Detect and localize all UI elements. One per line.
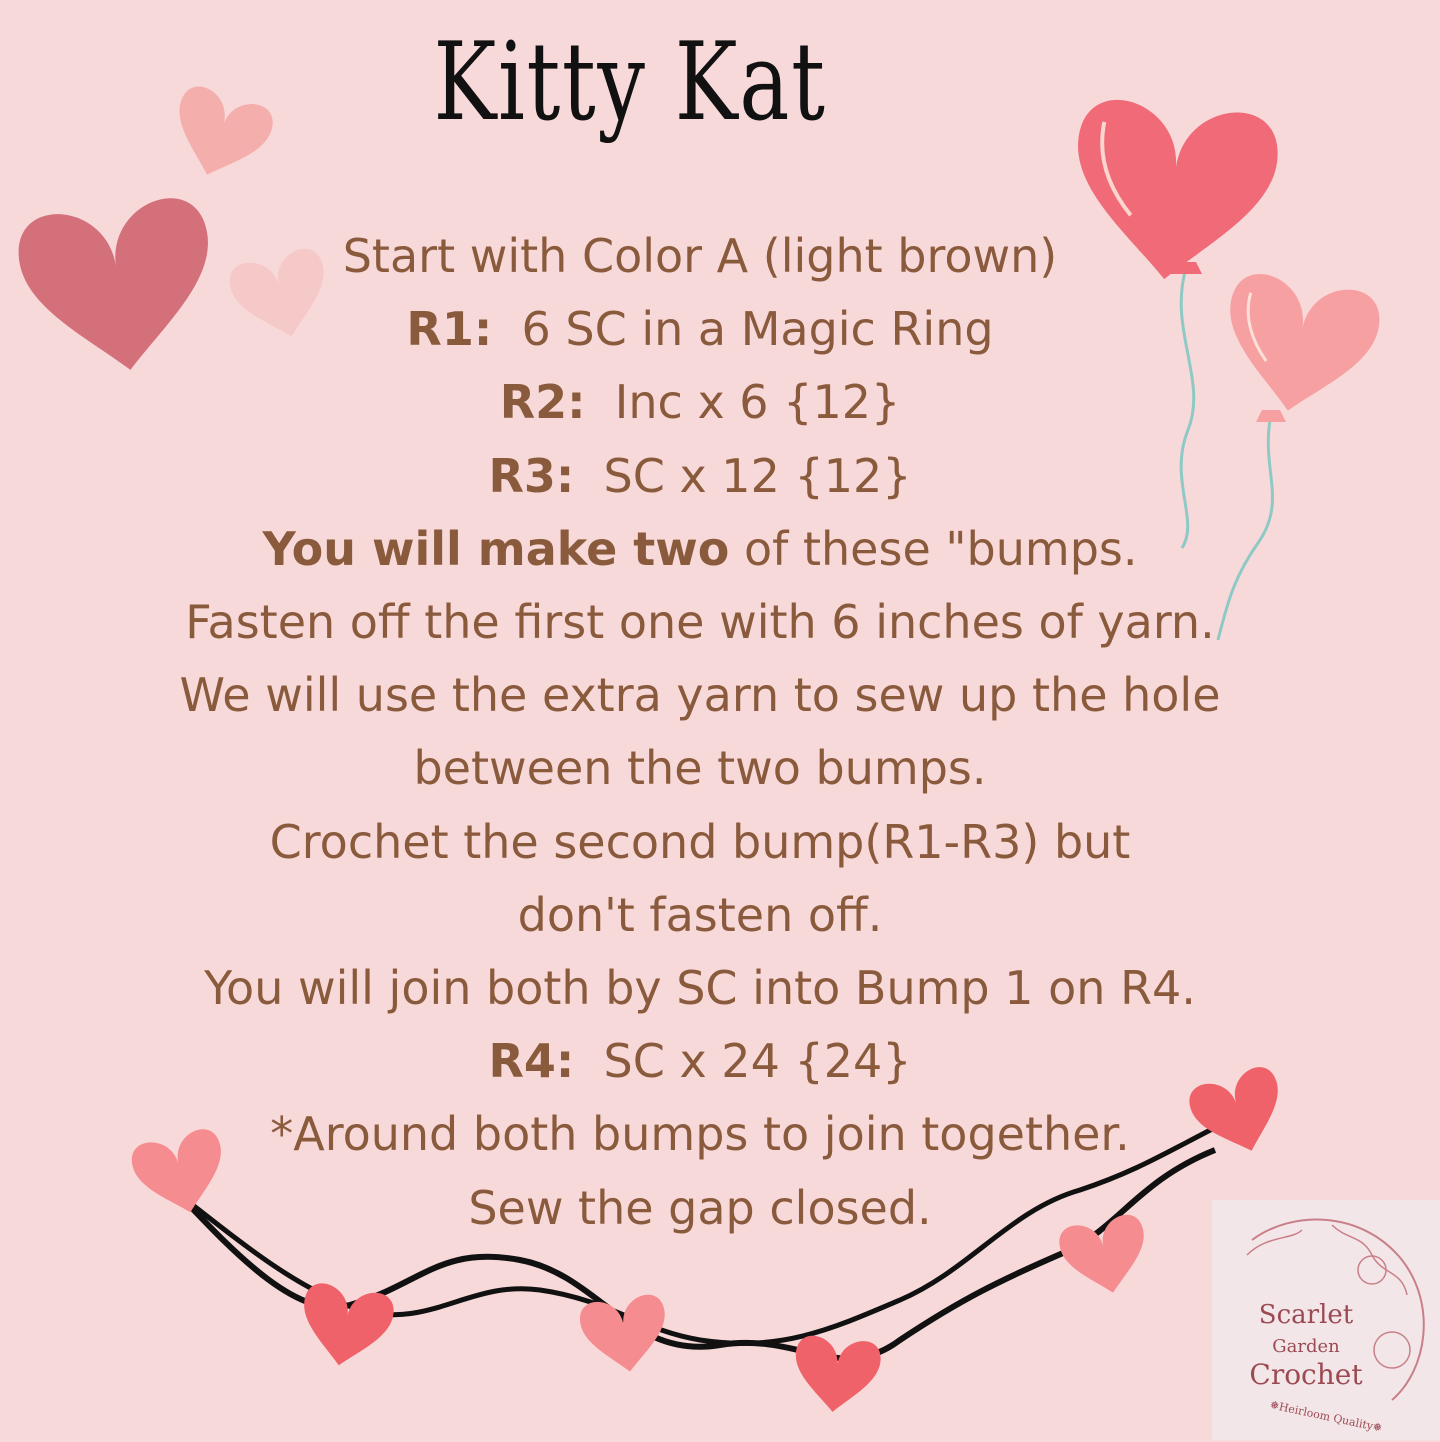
logo-line-1: Scarlet [1258,1300,1354,1330]
instruction-text: Sew the gap closed. [468,1180,932,1235]
instruction-bold: R2: [499,375,586,430]
instruction-line [60,659,1340,732]
instruction-text: *Around both bumps to join together. [270,1107,1130,1162]
instruction-line [60,879,1340,952]
brand-logo [1212,1200,1440,1440]
pattern-instructions [60,220,1340,1245]
instruction-text: Fasten off the first one with 6 inches of yarn. [185,595,1215,650]
instruction-text: SC x 12 {12} [574,448,912,503]
heart-icon [790,1334,882,1416]
instruction-line [60,293,1340,366]
instruction-line [60,1172,1340,1245]
instruction-text: You will join both by SC into Bump 1 on R4. [204,961,1196,1016]
instruction-text: Crochet the second bump(R1-R3) but [269,814,1131,869]
instruction-text: Inc x 6 {12} [585,375,901,430]
instruction-bold: You will make two [262,521,730,576]
instruction-line [60,220,1340,293]
instruction-line [60,732,1340,805]
instruction-text: SC x 24 {24} [574,1034,912,1089]
instruction-bold: R4: [488,1034,575,1089]
instruction-line [60,1098,1340,1171]
logo-line-3: Crochet [1249,1358,1363,1391]
heart-icon [162,82,278,190]
instruction-line [60,952,1340,1025]
instruction-text: 6 SC in a Magic Ring [492,302,994,357]
instruction-line [60,513,1340,586]
instruction-line [60,1025,1340,1098]
instruction-bold: R1: [406,302,493,357]
heart-icon [578,1293,672,1378]
instruction-text: don't fasten off. [517,887,883,942]
instruction-bold: R3: [488,448,575,503]
instruction-line [60,440,1340,513]
instruction-line [60,366,1340,439]
instruction-text: Start with Color A (light brown) [342,229,1058,283]
instruction-text: of these "bumps. [729,521,1138,576]
heart-icon [294,1281,396,1374]
instruction-text: between the two bumps. [413,741,987,796]
page-title: Kitty Kat [433,20,827,145]
logo-tagline: ❅Heirloom Quality❅ [1268,1398,1384,1435]
logo-line-2: Garden [1272,1336,1340,1357]
instruction-text: We will use the extra yarn to sew up the hole [179,668,1221,723]
instruction-line [60,586,1340,659]
instruction-line [60,806,1340,879]
